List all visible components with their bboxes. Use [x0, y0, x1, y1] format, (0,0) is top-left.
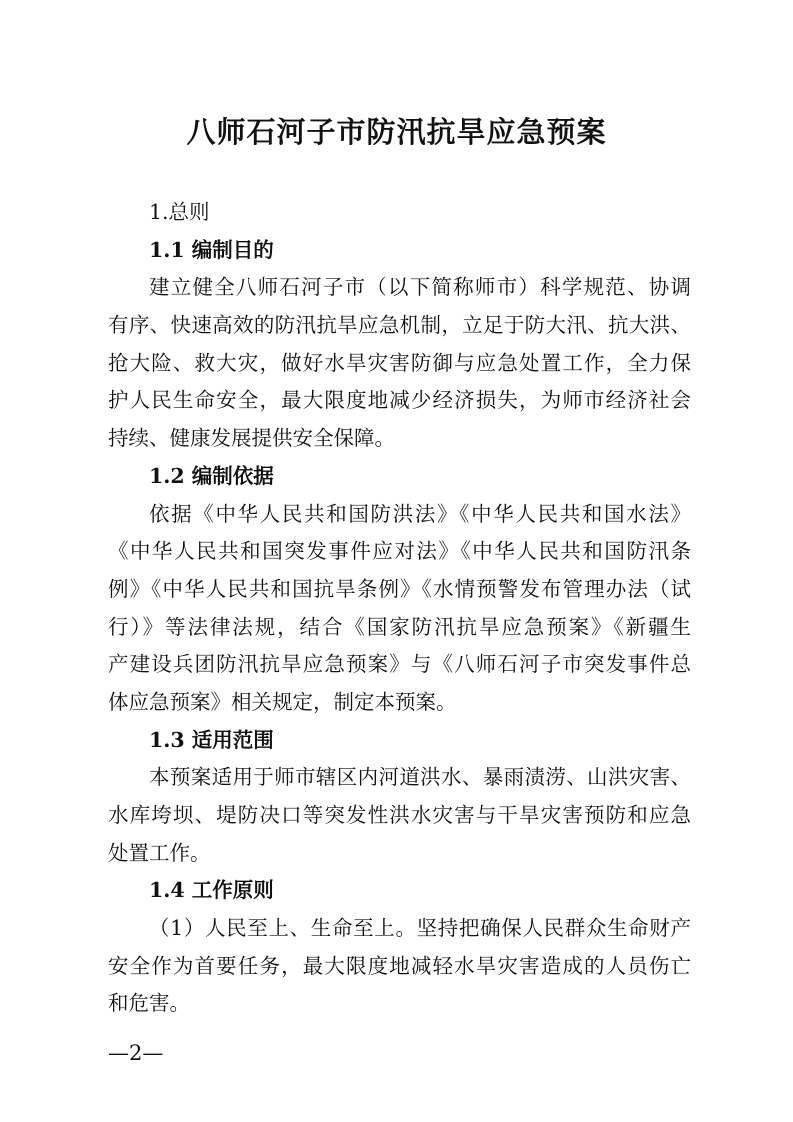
paragraph-line: 体应急预案》相关规定，制定本预案。 — [108, 689, 457, 714]
paragraph-line: 建立健全八师石河子市（以下简称师市）科学规范、协调 — [149, 275, 691, 300]
paragraph-line: 有序、快速高效的防汛抗旱应急机制，立足于防大汛、抗大洪、 — [108, 313, 691, 338]
section-heading-general: 1.总则 — [149, 200, 210, 224]
section-heading-scope: 1.3 适用范围 — [149, 727, 274, 752]
section-heading-basis: 1.2 编制依据 — [149, 463, 274, 488]
paragraph-line: 例》《中华人民共和国抗旱条例》《水情预警发布管理办法（试 — [108, 576, 691, 601]
paragraph-line: 依据《中华人民共和国防洪法》《中华人民共和国水法》 — [149, 501, 691, 526]
paragraph-line: 产建设兵团防汛抗旱应急预案》与《八师石河子市突发事件总 — [108, 652, 691, 677]
section-heading-purpose: 1.1 编制目的 — [149, 237, 274, 262]
section-heading-principles: 1.4 工作原则 — [149, 878, 274, 903]
paragraph-line: 水库垮坝、堤防决口等突发性洪水灾害与干旱灾害预防和应急 — [108, 803, 691, 827]
paragraph-line: 本预案适用于师市辖区内河道洪水、暴雨渍涝、山洪灾害、 — [149, 765, 691, 790]
paragraph-line: 处置工作。 — [108, 840, 211, 865]
paragraph-line: 安全作为首要任务，最大限度地减轻水旱灾害造成的人员伤亡 — [108, 953, 691, 978]
paragraph-line: 和危害。 — [108, 991, 190, 1016]
paragraph-line: 行）》等法律法规，结合《国家防汛抗旱应急预案》《新疆生 — [108, 614, 691, 639]
document-body — [108, 194, 691, 1023]
paragraph-line: 护人民生命安全，最大限度地减少经济损失，为师市经济社会 — [108, 388, 691, 413]
document-title: 八师石河子市防汛抗旱应急预案 — [186, 115, 607, 149]
paragraph-line: 抢大险、救大灾，做好水旱灾害防御与应急处置工作，全力保 — [108, 350, 691, 375]
page-number: —2— — [108, 1041, 164, 1065]
paragraph-line: （1）人民至上、生命至上。坚持把确保人民群众生命财产 — [149, 916, 691, 941]
paragraph-line: 《中华人民共和国突发事件应对法》《中华人民共和国防汛条 — [108, 539, 691, 564]
paragraph-line: 持续、健康发展提供安全保障。 — [108, 426, 395, 451]
